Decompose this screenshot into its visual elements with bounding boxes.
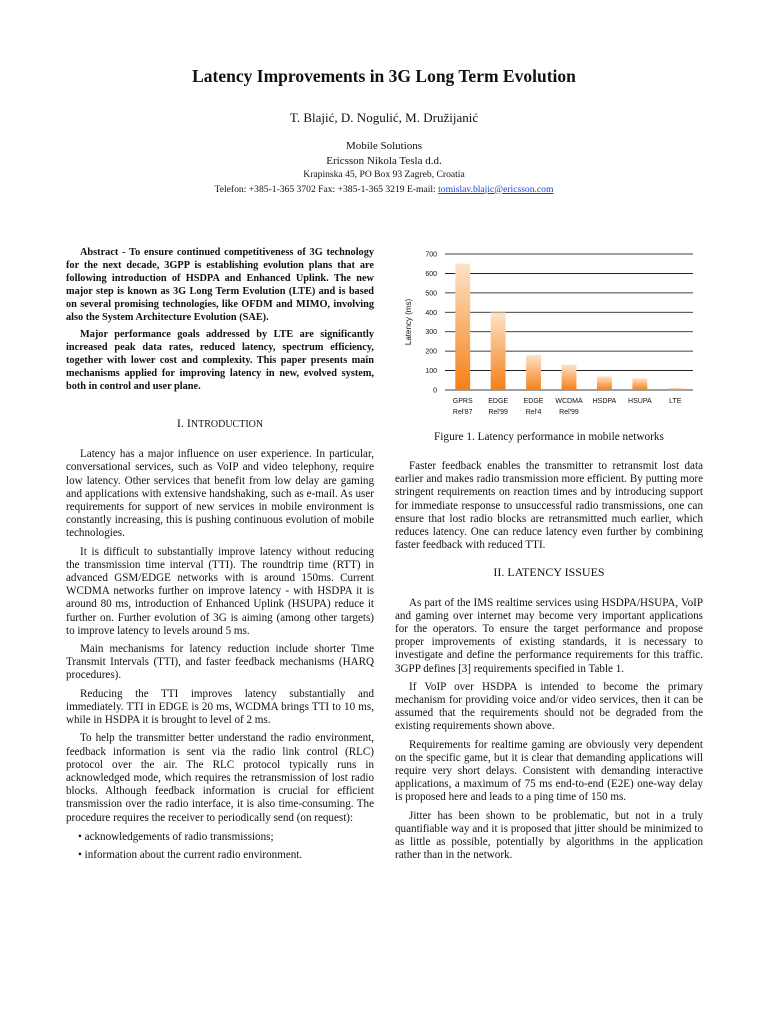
y-tick-label: 400 [425,309,437,317]
right-column [395,460,703,862]
x-tick-sublabel: Rel'4 [525,409,542,416]
x-tick-sublabel: Rel'87 [452,409,473,416]
intro-paragraph-1: Latency has a major influence on user experience. In particular, conversational services, such as VoIP and video telephony, require low latency. Other services that benefit from low delay are gaming and applications with extensive handshaking, such as e-mail. As user requirements for support of new services in mobile environment is constantly increasing, this is pushing continuous evolution of mobile technologies. [66,448,374,540]
introduction-body [66,448,374,862]
y-tick-label: 500 [425,290,437,298]
right-paragraph-1: Faster feedback enables the transmitter to retransmit lost data earlier and makes radio transmission more efficient. By putting more stringent requirements on reaction times and by introducing support for immediate response to unsuccessful radio transmissions, one can ensure that lost radio blocks are retransmitted much earlier, which reduces latency. One can reduce latency even further by combining faster feedback with reduced TTI. [395,460,703,552]
section-heading-latency-issues: II. LATENCY ISSUES [493,565,605,580]
intro-paragraph-4: Reducing the TTI improves latency substantially and immediately. TTI in EDGE is 20 ms, WCDMA brings TTI to 10 ms, while in HSDPA it is brought to level of 2 ms. [66,687,374,727]
bar-wcdma-3 [562,365,577,390]
email-link[interactable]: tomislav.blajic@ericsson.com [438,183,554,195]
intro-paragraph-3: Main mechanisms for latency reduction include shorter Time Transmit Intervals (TTI), and faster feedback mechanisms (HARQ procedures). [66,643,374,682]
bar-edge-1 [491,312,506,390]
y-axis-label: Latency (ms) [404,298,413,346]
intro-paragraph-5: To help the transmitter better understand the radio environment, feedback information is sent via the radio link control (RLC) protocol over the air. The RLC protocol typically runs in acknowledged mode, which requires the retransmission of lost radio blocks. Although feedback information is crucial for efficient transmission over the radio interface, it is also time-consuming. The procedure requires the receiver to periodically send (on request): [66,732,374,824]
right-paragraph-2: As part of the IMS realtime services using HSDPA/HSUPA, VoIP and gaming over internet may become very important applications for the operators. To ensure the target performance and propose proper improvements of existing standards, it is necessary to investigate and define the performance requirements for this traffic. 3GPP defines [3] requirements specified in Table 1. [395,596,703,675]
right-paragraph-4: Requirements for realtime gaming are obviously very dependent on the specific game, but it is clear that demanding applications will require very short delays. Consistent with demanding interactive applications, a maximum of 75 ms end-to-end (E2E) one-way delay is proposed here and leads to a ping time of 150 ms. [395,738,703,804]
y-tick-label: 100 [425,368,437,376]
y-tick-label: 300 [425,329,437,337]
bullet-list [66,831,374,862]
chart-svg [395,248,703,428]
x-tick-label: EDGE [488,398,509,405]
x-tick-label: HSDPA [592,398,617,405]
right-paragraph-3: If VoIP over HSDPA is intended to become the primary mechanism for providing voice and/or video services, then it can be assumed that the requirements should not be degraded from the existing requirements shown above. [395,680,703,733]
intro-paragraph-2: It is difficult to substantially improve latency without reducing the transmission time interval (TTI). The roundtrip time (RTT) in advanced GSM/EDGE networks with is around 150ms. Current WCDMA networks further on improve latency - with HSDPA it is around 80 ms, introduction of Enhanced Uplink (HSUPA) reduce it further on. Further evolution of 3G is aiming (among other targets) to improve latency to levels around 5 ms. [66,545,374,637]
heading-initial: I [186,416,191,431]
right-paragraph-5: Jitter has been shown to be problematic, but not in a truly quantifiable way and it is proposed that jitter should be minimized to as little as possible, potentially by algorithms in the application rather than in the network. [395,809,703,862]
affiliation-address: Krapinska 45, PO Box 93 Zagreb, Croatia [303,169,465,180]
y-tick-label: 0 [433,387,437,395]
abstract-paragraph-2: Major performance goals addressed by LTE are significantly increased peak data rates, reduced latency, spectrum efficiency, together with lower cost and complexity. This paper presents main mechanisms applied for improving latency in new, evolved system, both in control and user plane. [66,328,374,392]
y-tick-label: 200 [425,348,437,356]
left-column [66,246,374,867]
bullet-item: • information about the current radio environment. [78,848,303,861]
x-tick-label: EDGE [523,398,544,405]
x-tick-label: HSUPA [628,398,652,405]
bar-hsupa-5 [632,378,647,390]
figure-caption: Figure 1. Latency performance in mobile networks [434,431,664,443]
y-tick-label: 600 [425,270,437,278]
latency-chart [395,248,703,448]
contact-text: Telefon: +385-1-365 3702 Fax: +385-1-365 3219 E-mail: [214,183,439,195]
chart-labels [453,398,682,416]
bar-edge-2 [526,355,541,390]
y-tick-label: 700 [425,251,437,259]
x-tick-label: LTE [669,398,682,405]
affiliation [0,139,768,197]
x-tick-sublabel: Rel'99 [488,409,508,416]
chart-bars [455,264,682,390]
authors: T. Blajić, D. Nogulić, M. Družijanić [289,110,479,125]
heading-rest: NTRODUCTION [190,419,264,431]
bar-hsdpa-4 [597,376,612,390]
bullet-item: • acknowledgements of radio transmissions; [78,830,274,843]
affiliation-contact [0,183,768,198]
affiliation-company: Ericsson Nikola Tesla d.d. [326,154,442,167]
x-tick-label: WCDMA [555,398,583,405]
section-heading-introduction [66,417,374,431]
bar-gprs-0 [455,264,470,390]
bar-lte-6 [668,388,683,390]
x-tick-label: GPRS [452,398,473,405]
paper-title: Latency Improvements in 3G Long Term Evolution [192,66,576,86]
x-tick-sublabel: Rel'99 [559,409,579,416]
abstract [66,246,374,393]
section-number: I. [176,416,187,431]
abstract-paragraph-1: Abstract - To ensure continued competitiveness of 3G technology for the next decade, 3GPP is establishing evolution plans that are following introduction of HSDPA and Enhanced Uplink. The new major step is known as 3G Long Term Evolution (LTE) and is based on several promising technologies, like OFDM and MIMO, involving also the System Architecture Evolution (SAE). [66,247,374,324]
affiliation-org: Mobile Solutions [345,140,423,152]
